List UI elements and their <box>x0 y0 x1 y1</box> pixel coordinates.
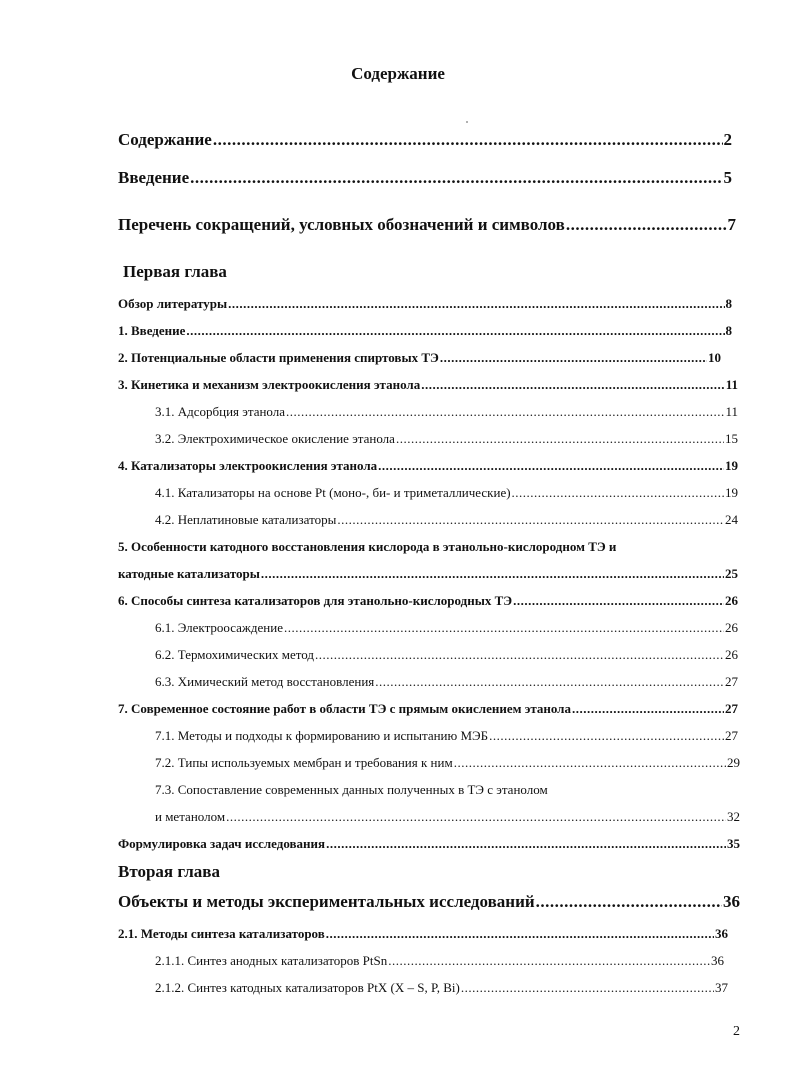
leader-dots <box>566 215 727 235</box>
toc-entry-label: Содержание <box>118 130 212 149</box>
toc-entry <box>155 431 738 447</box>
toc-entry-page: 2 <box>723 130 732 149</box>
leader-dots <box>226 809 726 825</box>
toc-entry-label: 5. Особенности катодного восстановления кислорода в этанольно-кислородном ТЭ и <box>118 539 617 554</box>
toc-entry-label: 3. Кинетика и механизм электроокисления этанола <box>118 377 421 392</box>
toc-entry-page: 26 <box>725 647 738 662</box>
toc-entry-page: 27 <box>725 728 738 743</box>
toc-entry-label: Формулировка задач исследования <box>118 836 326 851</box>
toc-entry-page: 36 <box>723 892 740 911</box>
toc-entry <box>155 620 738 636</box>
toc-entry-page: 19 <box>725 458 738 473</box>
toc-entry <box>118 701 738 717</box>
toc-entry-page: 11 <box>725 404 738 419</box>
toc-entry <box>155 728 738 744</box>
toc-entry-page: 5 <box>723 168 732 187</box>
toc-entry-label: Перечень сокращений, условных обозначений и символов <box>118 215 565 234</box>
toc-entry-page: 26 <box>725 593 738 608</box>
leader-dots <box>512 485 724 501</box>
toc-entry-page: 19 <box>725 485 738 500</box>
chapter-heading-2: Вторая глава <box>118 862 220 881</box>
page-number: 2 <box>733 1024 740 1039</box>
toc-entry-label: Обзор литературы <box>118 296 228 311</box>
chapter-heading-1: Первая глава <box>123 262 227 281</box>
toc-entry <box>155 647 738 663</box>
toc-entry-page: 26 <box>725 620 738 635</box>
toc-entry-page: 27 <box>725 674 738 689</box>
leader-dots <box>396 431 724 447</box>
toc-entry-label: Объекты и методы экспериментальных исследований <box>118 892 535 911</box>
toc-entry <box>155 809 740 825</box>
toc-entry-label: 4. Катализаторы электроокисления этанола <box>118 458 378 473</box>
toc-entry-label: 7. Современное состояние работ в области ТЭ с прямым окислением этанола <box>118 701 571 716</box>
page-title: Содержание <box>351 64 445 83</box>
leader-dots <box>440 350 707 366</box>
leader-dots <box>513 593 724 609</box>
toc-entry-page: 32 <box>727 809 740 824</box>
toc-entry-label: 4.2. Неплатиновые катализаторы <box>155 512 337 527</box>
toc-entry-page: 36 <box>715 926 728 941</box>
toc-entry-label: 3.2. Электрохимическое окисление этанола <box>155 431 395 446</box>
toc-entry <box>118 323 732 339</box>
leader-dots <box>261 566 724 582</box>
toc-entry-label: 3.1. Адсорбция этанола <box>155 404 286 419</box>
toc-entry <box>118 458 738 474</box>
leader-dots <box>213 130 723 150</box>
scan-speck <box>466 121 468 123</box>
toc-entry-abbreviations <box>118 215 736 235</box>
toc-entry-page: 29 <box>727 755 740 770</box>
toc-entry-label: 1. Введение <box>118 323 186 338</box>
toc-entry-label: 2.1.2. Синтез катодных катализаторов PtX (X – S, P, Bi) <box>155 980 460 995</box>
toc-entry-label: 6.3. Химический метод восстановления <box>155 674 375 689</box>
toc-entry <box>155 980 728 996</box>
toc-entry-label: 4.1. Катализаторы на основе Pt (моно-, би- и триметаллические) <box>155 485 511 500</box>
leader-dots <box>315 647 724 663</box>
toc-entry-contents <box>118 130 732 150</box>
leader-dots <box>461 980 714 996</box>
toc-entry-page: 25 <box>725 566 738 581</box>
toc-entry-label: катодные катализаторы <box>118 566 260 581</box>
toc-entry-label: 7.1. Методы и подходы к формированию и испытанию МЭБ <box>155 728 489 743</box>
toc-entry-page: 37 <box>715 980 728 995</box>
leader-dots <box>228 296 724 312</box>
toc-entry <box>155 755 740 771</box>
toc-entry-label: 6. Способы синтеза катализаторов для этанольно-кислородных ТЭ <box>118 593 513 608</box>
toc-entry-page: 10 <box>708 350 721 365</box>
toc-entry-label: и метанолом <box>155 809 226 824</box>
leader-dots <box>190 168 722 188</box>
toc-entry-label: 7.3. Сопоставление современных данных полученных в ТЭ с этанолом <box>155 782 548 797</box>
leader-dots <box>536 892 722 912</box>
toc-entry <box>118 926 728 942</box>
leader-dots <box>337 512 724 528</box>
toc-entry <box>155 953 724 969</box>
toc-entry-methods <box>118 892 740 912</box>
toc-entry-page: 24 <box>725 512 738 527</box>
leader-dots <box>326 926 714 942</box>
toc-entry <box>155 512 738 528</box>
leader-dots <box>375 674 724 690</box>
toc-entry-page: 15 <box>725 431 738 446</box>
toc-entry <box>118 296 732 312</box>
toc-entry <box>118 836 740 852</box>
toc-entry-page: 11 <box>725 377 738 392</box>
toc-entry-page: 7 <box>727 215 736 234</box>
toc-entry <box>155 485 738 501</box>
toc-entry-page: 36 <box>711 953 724 968</box>
leader-dots <box>572 701 724 717</box>
leader-dots <box>186 323 724 339</box>
toc-entry-label: 7.2. Типы используемых мембран и требования к ним <box>155 755 453 770</box>
toc-entry-label: 2.1. Методы синтеза катализаторов <box>118 926 325 941</box>
toc-entry-introduction <box>118 168 732 188</box>
leader-dots <box>388 953 710 969</box>
toc-entry <box>155 404 738 420</box>
toc-entry-page: 8 <box>725 296 732 311</box>
toc-entry-label: 6.1. Электроосаждение <box>155 620 283 635</box>
toc-entry-page: 35 <box>727 836 740 851</box>
toc-entry <box>155 674 738 690</box>
leader-dots <box>421 377 724 393</box>
leader-dots <box>286 404 724 420</box>
leader-dots <box>489 728 724 744</box>
toc-entry <box>118 593 738 609</box>
leader-dots <box>326 836 726 852</box>
leader-dots <box>284 620 724 636</box>
toc-entry-label: Введение <box>118 168 190 187</box>
toc-entry-page: 8 <box>725 323 732 338</box>
leader-dots <box>378 458 724 474</box>
toc-entry <box>118 377 738 393</box>
toc-entry-label: 6.2. Термохимических метод <box>155 647 314 662</box>
toc-entry-label: 2.1.1. Синтез анодных катализаторов PtSn <box>155 953 388 968</box>
toc-entry-page: 27 <box>725 701 738 716</box>
toc-entry <box>118 350 721 366</box>
leader-dots <box>454 755 726 771</box>
toc-entry-label: 2. Потенциальные области применения спиртовых ТЭ <box>118 350 439 365</box>
toc-entry <box>118 566 738 582</box>
